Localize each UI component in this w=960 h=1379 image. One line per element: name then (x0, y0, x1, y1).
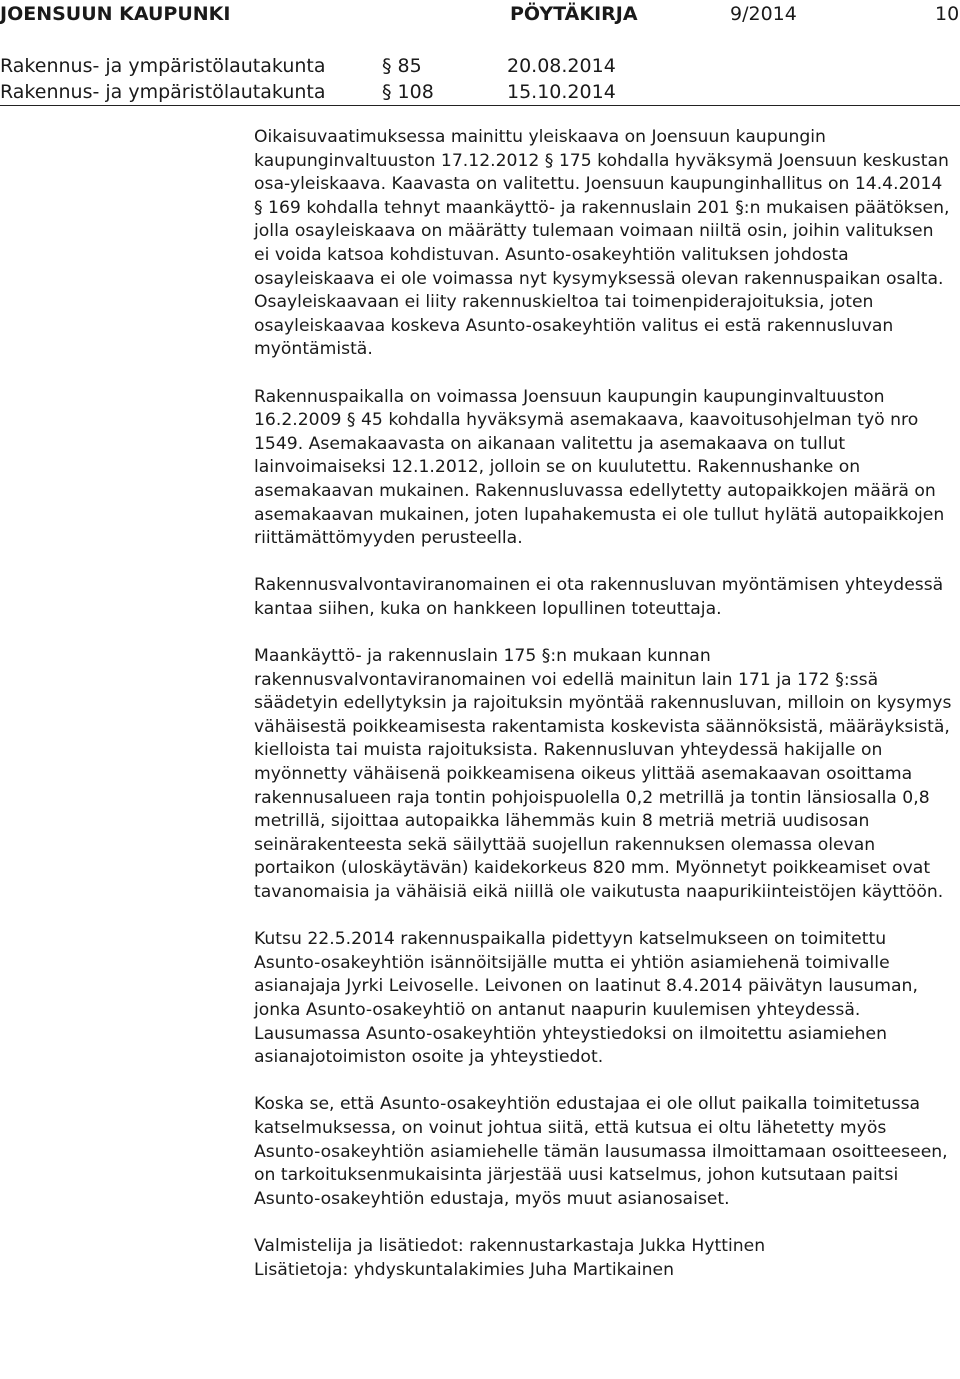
meeting-body: Rakennus- ja ympäristölautakunta (0, 55, 326, 77)
paragraph: Koska se, että Asunto-osakeyhtiön edustajaa ei ole ollut paikalla toimitetussa katselmuksessa, on voinut johtua siitä, että kutsua ei oltu lähetetty myös Asunto-osakeyhtiön asiamiehelle tämän lausumassa ilmoittamaan osoitteeseen, on tarkoituksenmukaisinta järjestää uusi katselmus, johon kutsutaan paitsi Asunto-osakeyhtiön edustaja, myös muut asianosaiset. (254, 1094, 948, 1209)
contact-preparer: Valmistelija ja lisätiedot: rakennustarkastaja Jukka Hyttinen (254, 1235, 766, 1256)
document-number: 9/2014 (730, 3, 797, 25)
meeting-body: Rakennus- ja ympäristölautakunta (0, 81, 326, 103)
paragraph: Maankäyttö- ja rakennuslain 175 §:n mukaan kunnan rakennusvalvontaviranomainen voi edellä mainitun lain 171 ja 172 §:ssä säädetyin edellytyksin ja rajoituksin myöntää rakennusluvan, milloin on kysymys vähäisestä poikkeamisesta rakentamista koskevista säännöksistä, määräyksistä, kielloista tai muista rajoituksista. Rakennusluvan yhteydessä hakijalle on myönnetty vähäisenä poikkeamisena oikeus ylittää asemakaavan osoittama rakennusalueen raja tontin pohjoispuolella 0,2 metrillä ja tontin länsiosalla 0,8 metrillä, sijoittaa autopaikka lähemmäs kuin 8 metriä metriä uudisosan seinärakenteesta sekä säilyttää suojellun rakennuksen olemassa olevan portaikon (uloskäytävän) kaidekorkeus 820 mm. Myönnetyt poikkeamiset ovat tavanomaisia ja vähäisiä eikä niillä ole vaikutusta naapurikiinteistöjen käyttöön. (254, 646, 952, 902)
paragraph: Rakennuspaikalla on voimassa Joensuun kaupungin kaupunginvaltuuston 16.2.2009 § 45 kohdalla hyväksymä asemakaava, kaavoitusohjelman työ nro 1549. Asemakaavasta on aikanaan valitettu ja asemakaava on tullut lainvoimaiseksi 12.1.2012, jolloin se on kuulutettu. Rakennushanke on asemakaavan mukainen. Rakennusluvassa edellytetty autopaikkojen määrä on asemakaavan mukainen, joten lupahakemusta ei ole tullut hylätä autopaikkojen riittämättömyyden perusteella. (254, 386, 945, 549)
paragraph: Kutsu 22.5.2014 rakennuspaikalla pidettyyn katselmukseen on toimitettu Asunto-osakeyhtiön isännöitsijälle mutta ei yhtiön asiamiehenä toimivalle asianajaja Jyrki Leivoselle. Leivonen on laatinut 8.4.2014 päivätyn lausuman, jonka Asunto-osakeyhtiö on antanut naapurin kuulemisen yhteydessä. Lausumassa Asunto-osakeyhtiön yhteystiedoksi on ilmoitettu asiamiehen asianajotoimiston osoite ja yhteystiedot. (254, 929, 918, 1068)
organization-name: JOENSUUN KAUPUNKI (0, 3, 231, 25)
document-body (254, 126, 954, 1282)
meeting-date: 15.10.2014 (507, 81, 616, 103)
header-divider (0, 105, 960, 106)
paragraph: Oikaisuvaatimuksessa mainittu yleiskaava on Joensuun kaupungin kaupunginvaltuuston 17.12.2012 § 175 kohdalla hyväksymä Joensuun keskustan osa-yleiskaava. Kaavasta on valitettu. Joensuun kaupunginhallitus on 14.4.2014 § 169 kohdalla tehnyt maankäyttö- ja rakennuslain 201 §:n mukaisen päätöksen, jolla osayleiskaava on määrätty tulemaan voimaan niiltä osin, joihin valituksen ei voida katsoa kohdistuvan. Asunto-osakeyhtiön valituksen johdosta osayleiskaava ei ole voimassa nyt kysymyksessä olevan rakennuspaikan osalta. Osayleiskaavaan ei liity rakennuskieltoa tai toimenpiderajoituksia, joten osayleiskaavaa koskeva Asunto-osakeyhtiön valitus ei estä rakennusluvan myöntämistä. (254, 127, 950, 360)
document-type: PÖYTÄKIRJA (510, 3, 638, 25)
paragraph: Rakennusvalvontaviranomainen ei ota rakennusluvan myöntämisen yhteydessä kantaa siihen, kuka on hankkeen lopullinen toteuttaja. (254, 575, 944, 619)
contact-info: Lisätietoja: yhdyskuntalakimies Juha Martikainen (254, 1259, 674, 1280)
meeting-date: 20.08.2014 (507, 55, 616, 77)
page-number: 10 (935, 3, 960, 25)
contact-block (254, 1235, 954, 1282)
meeting-section: § 85 (382, 55, 422, 77)
meeting-section: § 108 (382, 81, 434, 103)
